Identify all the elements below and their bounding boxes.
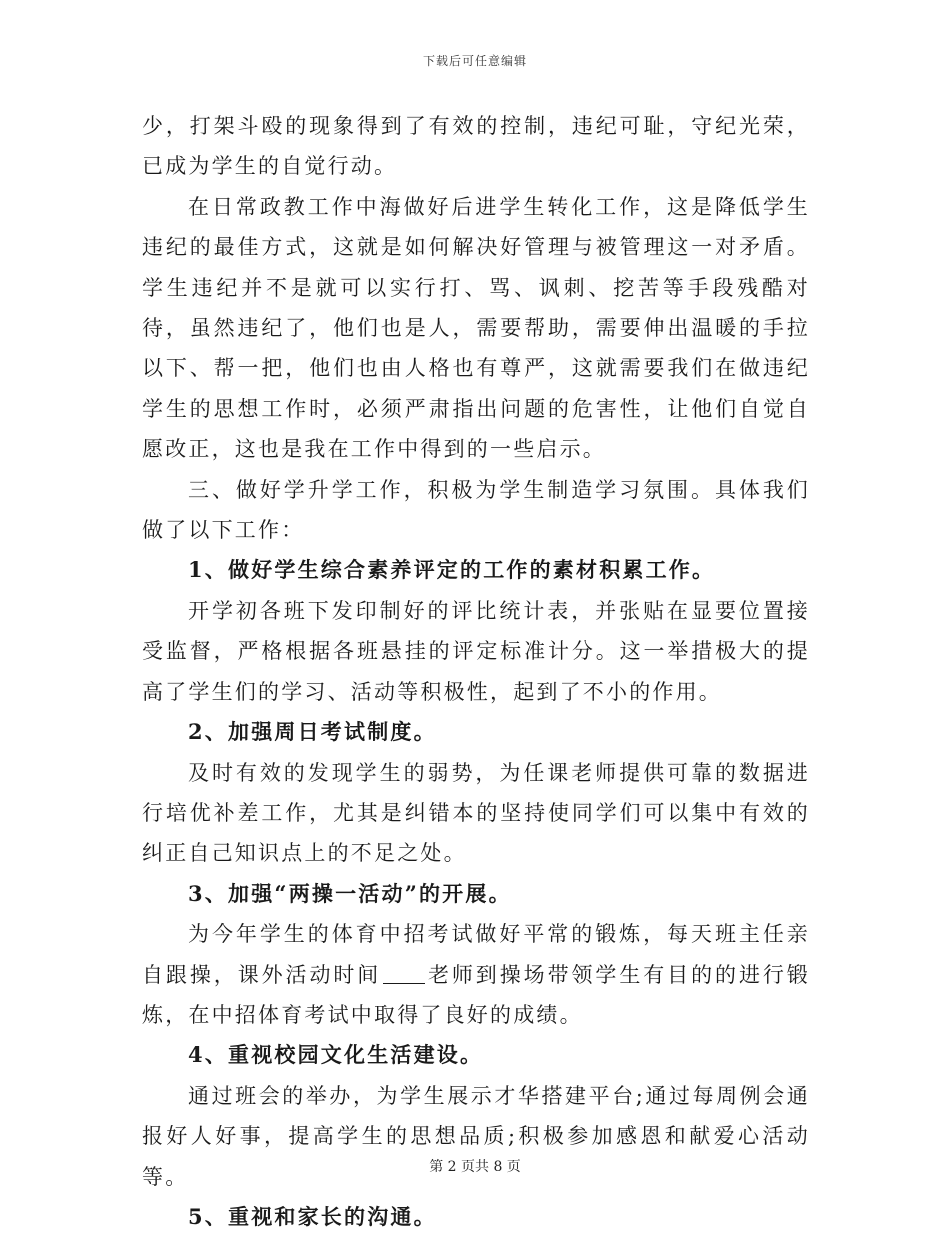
paragraph: 少，打架斗殴的现象得到了有效的控制，违纪可耻，守纪光荣，已成为学生的自觉行动。: [142, 114, 810, 179]
section-heading: 3、加强“两操一活动”的开展。: [188, 880, 512, 906]
paragraph: 及时有效的发现学生的弱势，为任课老师提供可靠的数据进行培优补差工作，尤其是纠错本的坚持使同学们可以集中有效的纠正自己知识点上的不足之处。: [142, 760, 810, 866]
paragraph: 通过班会的举办，为学生展示才华搭建平台;通过每周例会通报好人好事，提高学生的思想品质;积极参加感恩和献爱心活动等。: [142, 1083, 810, 1189]
section-heading: 1、做好学生综合素养评定的工作的素材积累工作。: [188, 557, 716, 583]
section-heading: 2、加强周日考试制度。: [188, 719, 437, 745]
paragraph-text: 为今年学生的体育中招考试做好平常的锻炼，每天班主任亲自跟操，课外活动时间: [142, 922, 810, 987]
page-header: 下载后可任意编辑: [422, 54, 527, 68]
paragraph: 三、做好学升学工作，积极为学生制造学习氛围。具体我们做了以下工作：: [142, 477, 810, 543]
paragraph: 开学初各班下发印制好的评比统计表，并张贴在显要位置接受监督，严格根据各班悬挂的评定标准计分。这一举措极大的提高了学生们的学习、活动等积极性，起到了不小的作用。: [142, 598, 810, 704]
section-heading: 5、重视和家长的沟通。: [188, 1203, 437, 1229]
page-footer: 第 2 页共 8 页: [429, 1159, 521, 1175]
fill-in-blank: [383, 965, 425, 984]
paragraph: [142, 914, 810, 1035]
paragraph: 在日常政教工作中海做好后进学生转化工作，这是降低学生违纪的最佳方式，这就是如何解决好管理与被管理这一对矛盾。学生违纪并不是就可以实行打、骂、讽刺、挖苦等手段残酷对待，虽然违纪了，他们也是人，需要帮助，需要伸出温暖的手拉以下、帮一把，他们也由人格也有尊严，这就需要我们在做违纪学生的思想工作时，必须严肃指出问题的危害性，让他们自觉自愿改正，这也是我在工作中得到的一些启示。: [142, 194, 810, 462]
paragraph-text: 老师到操场带领学生有目的的进行锻炼，在中招体育考试中取得了良好的成绩。: [142, 962, 811, 1027]
section-heading: 4、重视校园文化生活建设。: [188, 1042, 484, 1068]
document-body: [142, 106, 810, 1237]
